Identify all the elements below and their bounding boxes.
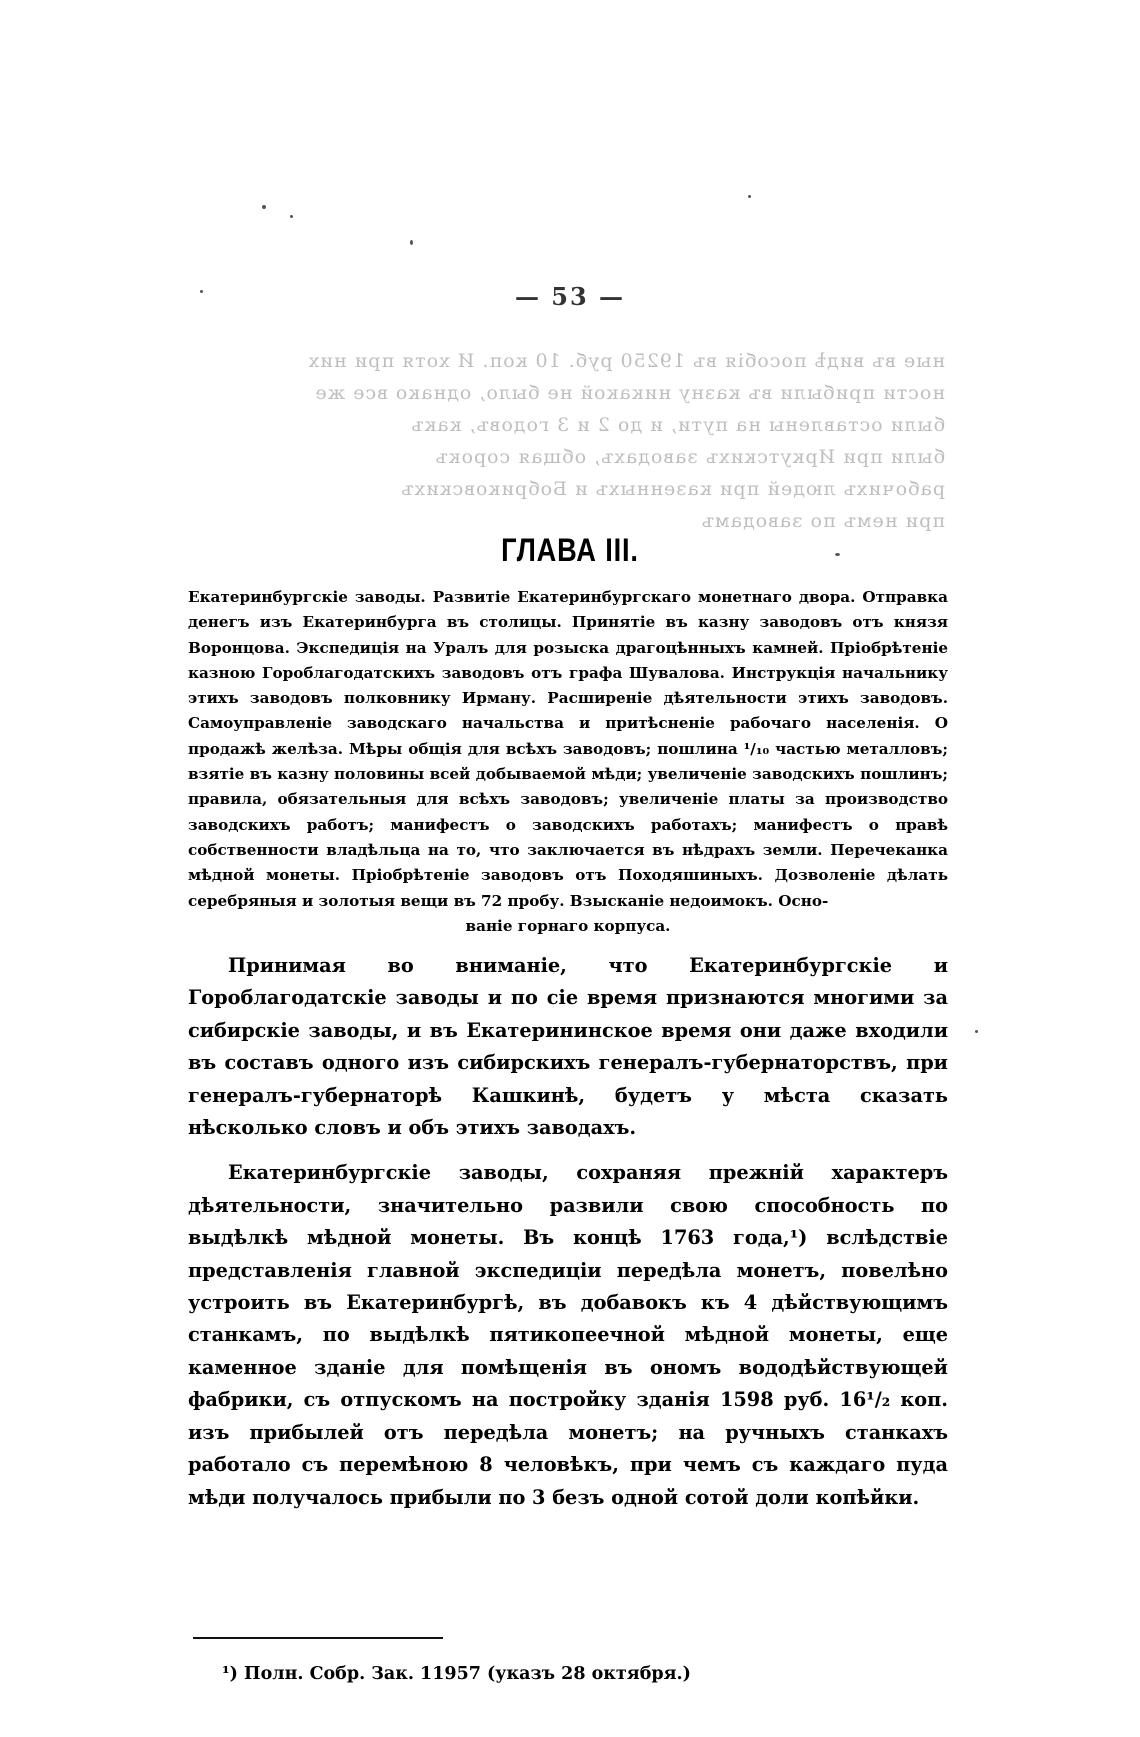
footnote: ¹) Полн. Собр. Зак. 11957 (указъ 28 октября.) <box>222 1664 691 1684</box>
chapter-title: ГЛАВА III. <box>501 532 639 568</box>
print-speck <box>410 240 413 245</box>
body-text <box>188 950 948 1527</box>
chapter-summary-last-line: ваніе горнаго корпуса. <box>465 916 671 935</box>
reverse-side-bleed-through: ные въ видѣ пособія въ 19250 руб. 10 коп. И хотя при них ности прибыли въ казну никакой не было, однако все же были оставлены на пути, и до 2 и 3 годовъ, какъ были при Иркутскихъ заводахъ, общая сорокъ рабочихъ людей при казенныхъ и Бобриковскихъ при немъ по заводамъ <box>307 350 945 532</box>
paragraph-2-part-b: вслѣдствіе представленія главной экспедиціи передѣла монетъ, повелѣно устроить въ Екатеринбургѣ, въ добавокъ къ 4 дѣйствующимъ станкамъ, по выдѣлкѣ пятикопеечной мѣдной монеты, еще каменное зданіе для помѣщенія въ ономъ вододѣйствующей фабрики, съ отпускомъ на постройку зданія 1598 руб. 16¹/₂ коп. изъ прибылей отъ передѣла монетъ; на ручныхъ станкахъ работало съ перемѣною 8 человѣкъ, при чемъ съ каждаго пуда мѣди получалось прибыли по 3 безъ одной сотой доли копѣйки. <box>188 1226 949 1509</box>
paragraph-1: Принимая во вниманіе, что Екатеринбургскіе и Гороблагодатскіе заводы и по сіе время признаются многими за сибирскіе заводы, и въ Екатерининское время они даже входили въ составъ одного изъ сибирскихъ генералъ-губернаторствъ, при генералъ-губернаторѣ Кашкинѣ, будетъ у мѣста сказать нѣсколько словъ и объ этихъ заводахъ. <box>188 954 948 1140</box>
chapter-summary-text: Екатеринбургскіе заводы. Развитіе Екатеринбургскаго монетнаго двора. Отправка денегъ изъ Екатеринбурга въ столицы. Принятіе въ казну заводовъ отъ князя Воронцова. Экспедиція на Уралъ для розыска драгоцѣнныхъ камней. Пріобрѣтеніе казною Гороблагодатскихъ заводовъ отъ графа Шувалова. Инструкція начальнику этихъ заводовъ полковнику Ирману. Расширеніе дѣятельности этихъ заводовъ. Самоуправленіе заводскаго начальства и притѣсненіе рабочаго населенія. О продажѣ желѣза. Мѣры общія для всѣхъ заводовъ; пошлина ¹/₁₀ частью металловъ; взятіе въ казну половины всей добываемой мѣди; увеличеніе заводскихъ пошлинъ; правила, обязательныя для всѣхъ заводовъ; увеличеніе платы за производство заводскихъ работъ; манифестъ о заводскихъ работахъ; манифестъ о правѣ собственности владѣльца на то, что заключается въ нѣдрахъ земли. Перечеканка мѣдной монеты. Пріобрѣтеніе заводовъ отъ Походяшиныхъ. Дозволеніе дѣлать серебряныя и золотыя вещи въ 72 пробу. Взысканіе недоимокъ. Осно- <box>188 588 948 910</box>
print-speck <box>975 1030 978 1033</box>
footnote-reference: ¹) <box>789 1226 808 1250</box>
page-number: — 53 — <box>514 282 626 311</box>
chapter-summary <box>188 585 948 939</box>
footnote-divider <box>193 1637 443 1639</box>
paragraph-2-part-a: Екатеринбургскіе заводы, сохраняя прежній характеръ дѣятельности, значительно развили свою способность по выдѣлкѣ мѣдной монеты. Въ концѣ 1763 года, <box>188 1161 948 1250</box>
print-speck <box>748 195 751 198</box>
paragraph-2 <box>188 1157 948 1513</box>
print-speck <box>290 215 293 218</box>
print-speck <box>262 205 266 209</box>
